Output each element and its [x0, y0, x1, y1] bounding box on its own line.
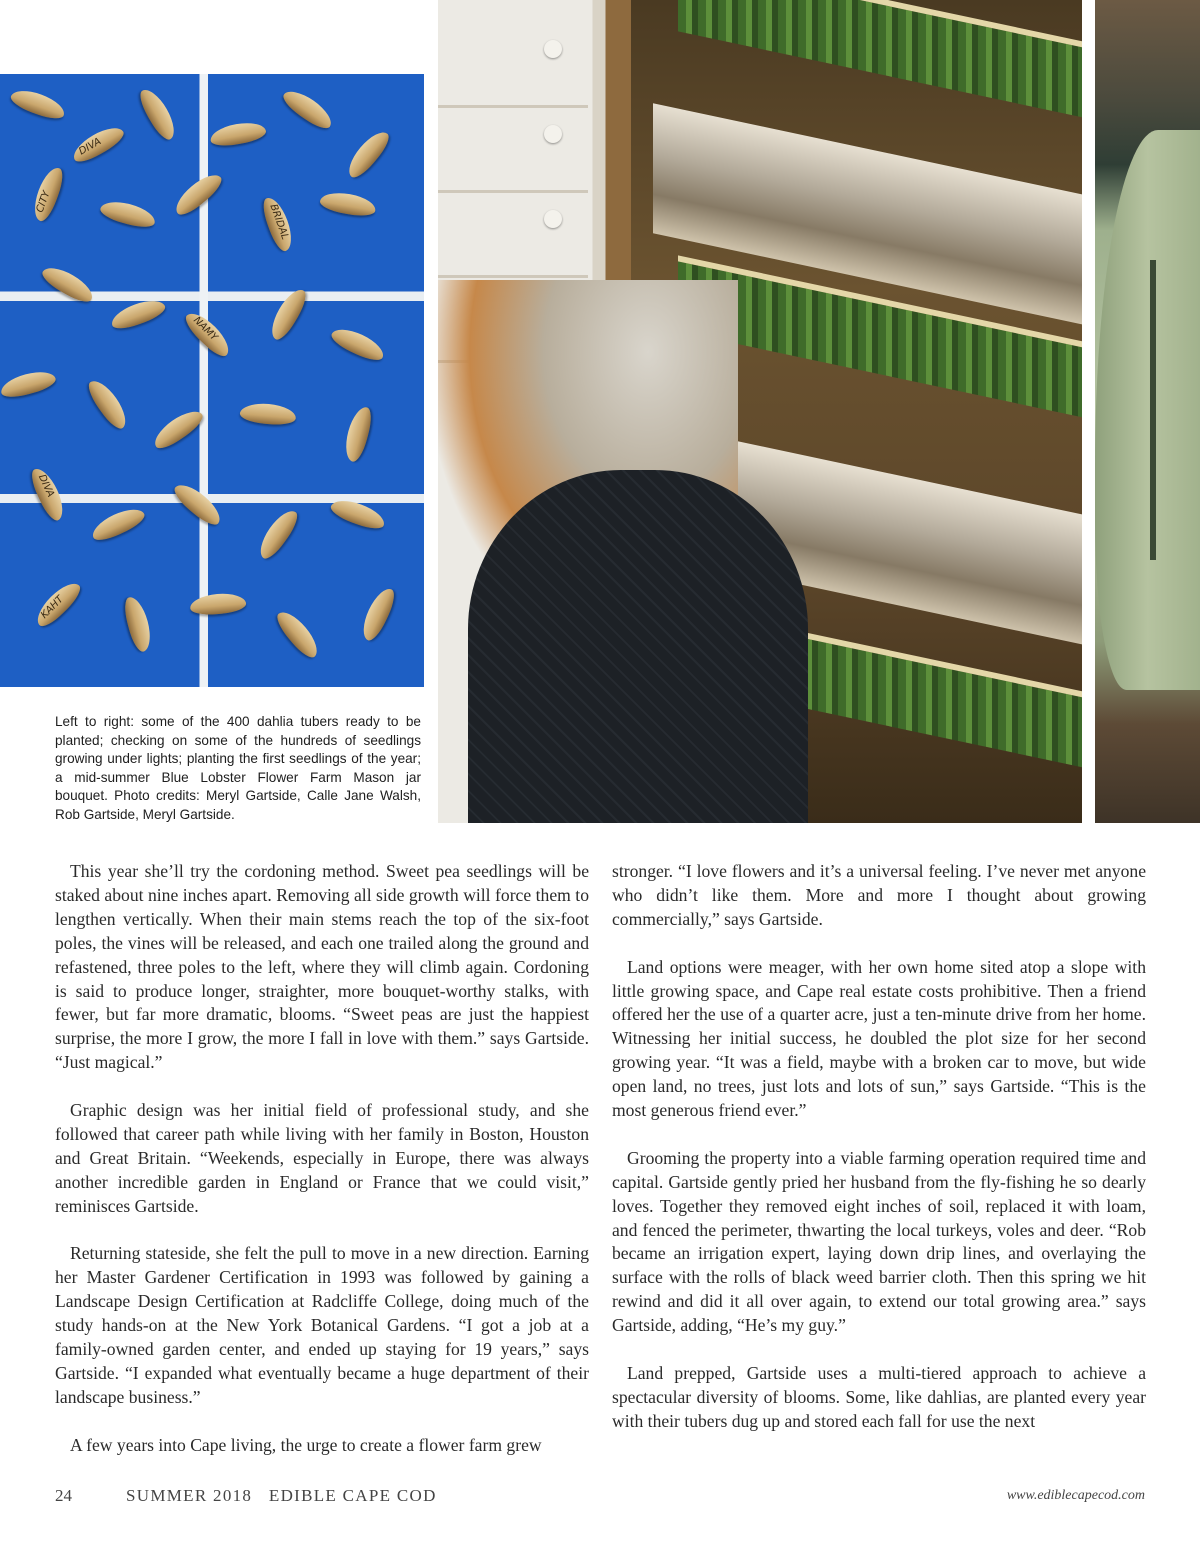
tuber: [272, 606, 323, 662]
tuber: [88, 503, 147, 545]
tuber-label: BRIDAL: [267, 202, 291, 242]
tuber: [254, 505, 303, 562]
tuber: [341, 404, 375, 463]
tuber: [108, 295, 167, 333]
article-column-left: [55, 860, 589, 1482]
drawer-knob: [544, 210, 562, 228]
drawer-knob: [544, 125, 562, 143]
seedling-tray: [678, 0, 1082, 121]
tuber-label: DIVA: [77, 136, 104, 158]
tuber: [27, 464, 69, 523]
issue-title: SUMMER 2018 EDIBLE CAPE COD: [126, 1486, 437, 1505]
tuber: [0, 367, 58, 401]
planting-seedlings-photo: [1095, 0, 1200, 823]
tuber: [69, 121, 127, 166]
woman-quilted-jacket: [468, 470, 808, 823]
tuber: [170, 168, 226, 219]
tuber: [328, 495, 387, 533]
tuber: [98, 197, 157, 231]
paragraph: Land options were meager, with her own home sited atop a slope with little growing space, and Cape real estate costs prohibitive. Then a friend offered her the use of a quarter acre, just a ten-minute drive from her home. Witnessing her initial success, he doubled the plot size for her second growing year. “It was a field, maybe with a broken car to move, but wide open land, no trees, just lots and lots of sun,” says Gartside. “This is the most generous friend ever.”: [612, 956, 1146, 1121]
tuber-label: DIVA: [35, 472, 56, 500]
tuber: [328, 323, 387, 365]
tuber: [279, 85, 336, 134]
tuber: [357, 584, 399, 643]
tuber: [31, 577, 85, 631]
paragraph: This year she’ll try the cordoning method. Sweet pea seedlings will be staked about nine inches apart. Removing all side growth will force them to lengthen vertically. When their main stems reach the top of the six-foot poles, the vines will be released, and each one trailed along the ground and refastened, three poles to the left, where they will climb again. Cordoning is said to produce longer, straighter, more bouquet-worthy stalks, with fewer, but far more dramatic, blooms. “Sweet peas are just the happiest surprise, the more I grow, the more I fall in love with them.” says Gartside. “Just magical.”: [55, 861, 589, 1073]
tuber: [319, 189, 378, 218]
website-url: www.ediblecapecod.com: [1006, 1488, 1145, 1503]
tuber-label: KAHT: [38, 594, 66, 621]
green-fleece-jacket: [1095, 130, 1200, 690]
tuber-label: NAMY: [191, 314, 220, 344]
tuber: [170, 478, 226, 529]
paragraph: Grooming the property into a viable farming operation required time and capital. Gartside gently pried her husband from the fly-fishing he so dearly loves. Together they removed eight inches of soil, replaced it with loam, and fenced the perimeter, thwarting the local turkeys, voles and deer. “Rob became an irrigation expert, laying down drip lines, and overlaying the surface with the rolls of black weed barrier cloth. Then this spring we hit rewind and did it all over again, to extend our total growing area.” says Gartside, adding, “He’s my guy.”: [612, 1147, 1146, 1336]
paragraph: Graphic design was her initial field of professional study, and she followed that career path while living with her family in Boston, Houston and Great Britain. “Weekends, especially in Europe, there was always another incredible garden in England or France that we could visit,” reminisces Gartside.: [55, 1100, 589, 1216]
tuber: [39, 261, 97, 306]
drawer-knob: [544, 40, 562, 58]
tuber: [135, 85, 180, 143]
tuber: [181, 307, 235, 361]
seedlings-under-lights-photo: [438, 0, 1082, 823]
tuber: [121, 594, 155, 653]
article-column-right: [612, 860, 1146, 1458]
tuber: [84, 375, 133, 432]
tuber: [189, 592, 247, 617]
paragraph: Land prepped, Gartside uses a multi-tiered approach to achieve a spectacular diversity of blooms. Some, like dahlias, are planted every year with their tubers dug up and stored each fall for use the next: [612, 1362, 1146, 1431]
jacket-zipper: [1150, 260, 1156, 560]
tuber: [259, 194, 297, 253]
photo-caption: Left to right: some of the 400 dahlia tubers ready to be planted; checking on some of the hundreds of seedlings growing under lights; planting the first seedlings of the year; a mid-summer Blue Lobster Flower Farm Mason jar bouquet. Photo credits: Meryl Gartside, Calle Jane Walsh, Rob Gartside, Meryl Gartside.: [55, 714, 421, 822]
tuber: [29, 164, 67, 223]
tuber: [149, 405, 206, 454]
tuber: [342, 126, 393, 182]
tuber-label: CITY: [34, 189, 53, 215]
tuber: [8, 85, 67, 123]
page-number: 24: [55, 1486, 72, 1505]
paragraph: Returning stateside, she felt the pull to move in a new direction. Earning her Master Gardener Certification in 1993 was followed by gaining a Landscape Design Certification at Radcliffe College, doing much of the study hands-on at the New York Botanical Gardens. “I got a job at a family-owned garden center, and ended up staying for 19 years,” says Gartside. “I expanded what eventually became a huge department of their landscape business.”: [55, 1243, 589, 1407]
tuber: [265, 285, 310, 343]
paragraph-continuation: stronger. “I love flowers and it’s a universal feeling. I’ve never met anyone who didn’t like them. More and more I thought about growing commercially,” says Gartside.: [612, 861, 1146, 929]
paragraph: A few years into Cape living, the urge to create a flower farm grew: [70, 1434, 542, 1455]
dahlia-tubers-photo: [0, 74, 424, 687]
tuber: [209, 119, 268, 148]
tuber: [239, 402, 297, 427]
